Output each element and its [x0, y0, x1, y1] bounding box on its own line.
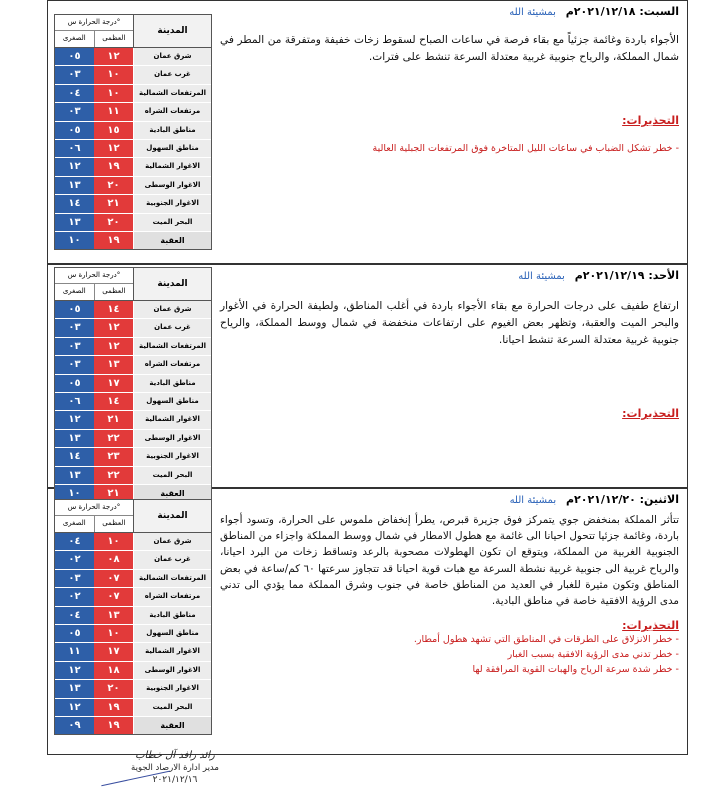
city-cell: الاغوار الوسطى: [133, 662, 211, 679]
max-temp-cell: ٠٧: [94, 570, 133, 587]
table-row: [55, 301, 211, 319]
table-row: [55, 625, 211, 643]
min-temp-cell: ٠٣: [55, 570, 94, 587]
table-header: [55, 500, 211, 533]
max-temp-cell: ٢١: [94, 411, 133, 428]
city-cell: المرتفعات الشمالية: [133, 85, 211, 102]
city-cell: مناطق السهول: [133, 393, 211, 410]
min-temp-cell: ٠٢: [55, 588, 94, 605]
max-header: العظمى: [94, 516, 134, 532]
table-row: [55, 607, 211, 625]
table-row: [55, 430, 211, 448]
forecast-text: [220, 5, 679, 156]
city-cell: البحر الميت: [133, 467, 211, 484]
min-temp-cell: ١٤: [55, 195, 94, 212]
table-row: [55, 643, 211, 661]
day-name: الاثنين:: [639, 493, 679, 506]
min-temp-cell: ١٢: [55, 411, 94, 428]
city-cell: العقبة: [133, 485, 211, 502]
table-row: [55, 411, 211, 429]
god-willing: بمشيئة الله: [509, 495, 557, 506]
max-temp-cell: ١٢: [94, 140, 133, 157]
min-temp-cell: ٠٦: [55, 140, 94, 157]
day-date: ٢٠٢١/١٢/١٩م: [574, 269, 645, 282]
max-temp-cell: ١٩: [94, 232, 133, 249]
max-temp-cell: ٠٨: [94, 551, 133, 568]
table-row: [55, 177, 211, 195]
day-heading: [220, 5, 679, 18]
max-temp-cell: ١٠: [94, 625, 133, 642]
warning-item: - خطر شدة سرعة الرياح والهبات القوية المرافقة لها: [472, 664, 679, 676]
max-temp-cell: ٢٣: [94, 448, 133, 465]
forecast-paragraph: الأجواء باردة وغائمة جزئياً مع بقاء فرصة في ساعات الصباح لسقوط زخات خفيفة ومتفرقة من المطر في شمال المملكة، والرياح جنوبية غربية معتدلة السرعة تنشط على فترات.: [220, 34, 679, 63]
city-header: المدينة: [134, 15, 211, 47]
max-temp-cell: ١٢: [94, 319, 133, 336]
min-temp-cell: ٠٣: [55, 66, 94, 83]
max-temp-cell: ١٩: [94, 717, 133, 734]
min-temp-cell: ١٣: [55, 680, 94, 697]
god-willing: بمشيئة الله: [518, 271, 565, 282]
city-cell: الاغوار الشمالية: [133, 158, 211, 175]
max-temp-cell: ١١: [94, 103, 133, 120]
min-header: الصغرى: [62, 519, 86, 527]
city-cell: شرق عمان: [133, 301, 211, 318]
signer-name: رائد رافد آل خطاب: [135, 750, 215, 761]
warnings-title: التحذيرات:: [622, 619, 679, 633]
signer-title: مدير ادارة الارصاد الجوية: [131, 763, 219, 773]
city-cell: الاغوار الجنوبية: [133, 195, 211, 212]
table-header: [55, 15, 211, 48]
table-header: [55, 268, 211, 301]
table-row: [55, 214, 211, 232]
min-header: الصغرى: [62, 287, 86, 295]
god-willing: بمشيئة الله: [509, 7, 556, 18]
max-temp-cell: ١٠: [94, 85, 133, 102]
min-temp-cell: ٠٥: [55, 48, 94, 65]
max-header: العظمى: [94, 284, 134, 300]
table-row: [55, 680, 211, 698]
max-temp-cell: ١٨: [94, 662, 133, 679]
city-cell: الاغوار الوسطى: [133, 177, 211, 194]
temperature-table: [54, 267, 212, 503]
min-temp-cell: ٠٣: [55, 338, 94, 355]
table-row: [55, 717, 211, 734]
table-row: [55, 338, 211, 356]
city-cell: الاغوار الشمالية: [133, 411, 211, 428]
max-temp-cell: ١٤: [94, 393, 133, 410]
table-row: [55, 448, 211, 466]
max-temp-cell: ١٠: [94, 66, 133, 83]
min-temp-cell: ٠٣: [55, 103, 94, 120]
city-cell: مناطق البادية: [133, 607, 211, 624]
warning-item: - خطر الانزلاق على الطرقات في المناطق التي تشهد هطول أمطار.: [413, 634, 679, 646]
min-temp-cell: ٠٣: [55, 356, 94, 373]
city-cell: غرب عمان: [133, 319, 211, 336]
table-row: [55, 85, 211, 103]
max-temp-cell: ١٧: [94, 643, 133, 660]
city-cell: مرتفعات الشراه: [133, 356, 211, 373]
table-row: [55, 195, 211, 213]
table-row: [55, 356, 211, 374]
min-temp-cell: ٠٥: [55, 375, 94, 392]
city-cell: العقبة: [133, 717, 211, 734]
max-temp-cell: ١٧: [94, 375, 133, 392]
city-cell: شرق عمان: [133, 48, 211, 65]
table-row: [55, 158, 211, 176]
min-temp-cell: ٠٤: [55, 533, 94, 550]
max-temp-cell: ١٤: [94, 301, 133, 318]
max-temp-cell: ٢١: [94, 195, 133, 212]
min-temp-cell: ٠٩: [55, 717, 94, 734]
temperature-table: [54, 14, 212, 250]
max-temp-cell: ١٣: [94, 607, 133, 624]
day-date: ٢٠٢١/١٢/١٨م: [565, 5, 636, 18]
max-temp-cell: ١٢: [94, 338, 133, 355]
max-temp-cell: ١٣: [94, 356, 133, 373]
max-temp-cell: ١٩: [94, 158, 133, 175]
forecast-sheet: [47, 0, 688, 755]
city-cell: مناطق السهول: [133, 140, 211, 157]
city-cell: الاغوار الوسطى: [133, 430, 211, 447]
min-temp-cell: ٠٤: [55, 85, 94, 102]
table-row: [55, 588, 211, 606]
city-cell: مناطق السهول: [133, 625, 211, 642]
min-temp-cell: ١٠: [55, 232, 94, 249]
min-temp-cell: ١٢: [55, 158, 94, 175]
max-temp-cell: ٢٠: [94, 214, 133, 231]
temp-header: درجة الحرارة س°: [67, 503, 121, 511]
table-row: [55, 66, 211, 84]
city-cell: مرتفعات الشراه: [133, 588, 211, 605]
city-cell: الاغوار الجنوبية: [133, 680, 211, 697]
min-temp-cell: ١١: [55, 643, 94, 660]
min-temp-cell: ٠٥: [55, 122, 94, 139]
table-row: [55, 232, 211, 249]
city-cell: العقبة: [133, 232, 211, 249]
min-temp-cell: ٠٤: [55, 607, 94, 624]
max-temp-cell: ٢٠: [94, 177, 133, 194]
temp-header: درجة الحرارة س°: [67, 18, 121, 26]
max-temp-cell: ٢٢: [94, 430, 133, 447]
forecast-paragraph: تتأثر المملكة بمنخفض جوي يتمركز فوق جزيرة قبرص، يطرأ إنخفاض ملموس على الحرارة، وتسود أجواء باردة، وغائمة جزئيا تتحول احيانا الى غائمة مع هطول الامطار في شمال ووسط المملكة واجزاء من المناطق الجنوبية الغربية من المملكة، ويتوقع ان تكون الهطولات مصحوبة بالرعد وتساقط زخات من البرد احيانا، والرياح غربية الى جنوبية غربية نشطة السرعة مع هبات قوية احيانا قد تتجاوز سرعتها ٦٠ كم/ساعة في بعض المناطق وتكون مثيرة للغبار في العديد من المناطق خاصة في جنوب وشرق المملكة مما يؤدي الى تدني مدى الرؤية الافقية خاصة في مناطق البادية.: [220, 514, 679, 608]
day-name: السبت:: [639, 5, 679, 18]
max-temp-cell: ٠٧: [94, 588, 133, 605]
city-cell: البحر الميت: [133, 699, 211, 716]
warning-item: - خطر تدني مدى الرؤية الافقية بسبب الغبار: [507, 649, 679, 661]
table-row: [55, 570, 211, 588]
city-header: المدينة: [134, 500, 211, 532]
min-temp-cell: ٠٦: [55, 393, 94, 410]
city-cell: البحر الميت: [133, 214, 211, 231]
city-cell: غرب عمان: [133, 551, 211, 568]
warnings-title: التحذيرات:: [622, 114, 679, 127]
day-section-saturday: [48, 1, 687, 265]
max-temp-cell: ١٩: [94, 699, 133, 716]
table-row: [55, 393, 211, 411]
min-temp-cell: ٠٥: [55, 301, 94, 318]
max-temp-cell: ٢٢: [94, 467, 133, 484]
table-row: [55, 699, 211, 717]
min-temp-cell: ١٢: [55, 662, 94, 679]
temperature-table: [54, 499, 212, 735]
max-temp-cell: ٢٠: [94, 680, 133, 697]
min-temp-cell: ١٣: [55, 430, 94, 447]
table-row: [55, 467, 211, 485]
warnings-title: التحذيرات:: [622, 407, 679, 420]
day-heading: [220, 269, 679, 282]
city-cell: مرتفعات الشراه: [133, 103, 211, 120]
day-section-monday: [48, 489, 687, 754]
day-section-sunday: [48, 265, 687, 499]
min-temp-cell: ١٤: [55, 448, 94, 465]
forecast-text: [220, 493, 679, 677]
city-cell: شرق عمان: [133, 533, 211, 550]
city-cell: المرتفعات الشمالية: [133, 338, 211, 355]
city-cell: الاغوار الشمالية: [133, 643, 211, 660]
max-temp-cell: ١٢: [94, 48, 133, 65]
table-row: [55, 122, 211, 140]
forecast-text: [220, 269, 679, 420]
min-header: الصغرى: [62, 34, 86, 42]
max-header: العظمى: [94, 31, 134, 47]
table-row: [55, 533, 211, 551]
min-temp-cell: ١٢: [55, 699, 94, 716]
min-temp-cell: ٠٥: [55, 625, 94, 642]
day-heading: [220, 493, 679, 506]
table-row: [55, 140, 211, 158]
table-row: [55, 319, 211, 337]
table-row: [55, 375, 211, 393]
min-temp-cell: ٠٢: [55, 551, 94, 568]
min-temp-cell: ١٣: [55, 177, 94, 194]
max-temp-cell: ٢١: [94, 485, 133, 502]
city-cell: غرب عمان: [133, 66, 211, 83]
city-cell: مناطق البادية: [133, 375, 211, 392]
city-cell: المرتفعات الشمالية: [133, 570, 211, 587]
signature-date: ٢٠٢١/١٢/١٦: [152, 775, 198, 785]
max-temp-cell: ١٥: [94, 122, 133, 139]
temp-header: درجة الحرارة س°: [67, 271, 121, 279]
min-temp-cell: ٠٣: [55, 319, 94, 336]
city-header: المدينة: [134, 268, 211, 300]
forecast-paragraph: ارتفاع طفيف على درجات الحرارة مع بقاء الأجواء باردة في أغلب المناطق، ولطيفة الحرارة في الأغوار والبحر الميت والعقبة، وتظهر بعض الغيوم على ارتفاعات منخفضة في شمال ووسط المملكة، والرياح جنوبية غربية معتدلة السرعة تنشط احيانا.: [220, 300, 679, 346]
min-temp-cell: ١٣: [55, 467, 94, 484]
max-temp-cell: ١٠: [94, 533, 133, 550]
table-row: [55, 662, 211, 680]
city-cell: الاغوار الجنوبية: [133, 448, 211, 465]
table-row: [55, 551, 211, 569]
day-name: الأحد:: [648, 269, 679, 282]
day-date: ٢٠٢١/١٢/٢٠م: [565, 493, 636, 506]
city-cell: مناطق البادية: [133, 122, 211, 139]
table-row: [55, 103, 211, 121]
min-temp-cell: ١٠: [55, 485, 94, 502]
table-row: [55, 48, 211, 66]
min-temp-cell: ١٣: [55, 214, 94, 231]
warning-item: - خطر تشكل الضباب في ساعات الليل المتاخرة فوق المرتفعات الجبلية العالية: [372, 143, 679, 154]
